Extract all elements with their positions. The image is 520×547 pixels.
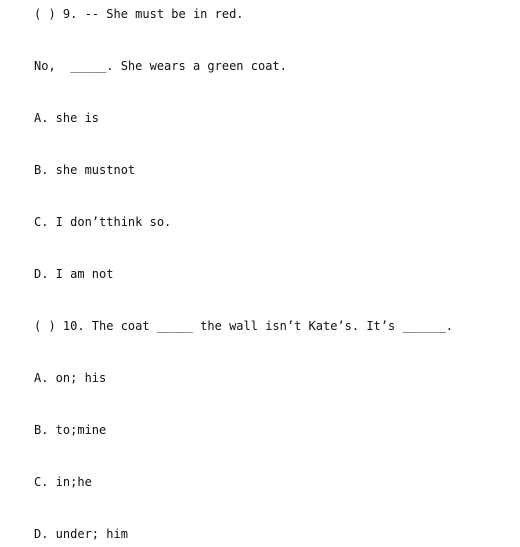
question-10-option-b: B. to;mine — [34, 423, 107, 437]
question-10-option-a: A. on; his — [34, 371, 107, 385]
question-10-option-c: C. in;he — [34, 475, 92, 489]
question-10-stem: ( ) 10. The coat _____ the wall isn’t Kate’s. It’s ______. — [34, 319, 454, 333]
question-9-followup: No, _____. She wears a green coat. — [34, 59, 287, 73]
question-9-stem: ( ) 9. -- She must be in red. — [34, 7, 244, 21]
question-9-option-b: B. she mustnot — [34, 163, 136, 177]
question-9-option-d: D. I am not — [34, 267, 114, 281]
question-9-option-c: C. I don’tthink so. — [34, 215, 172, 229]
question-10-option-d: D. under; him — [34, 527, 128, 541]
question-9-option-a: A. she is — [34, 111, 100, 125]
